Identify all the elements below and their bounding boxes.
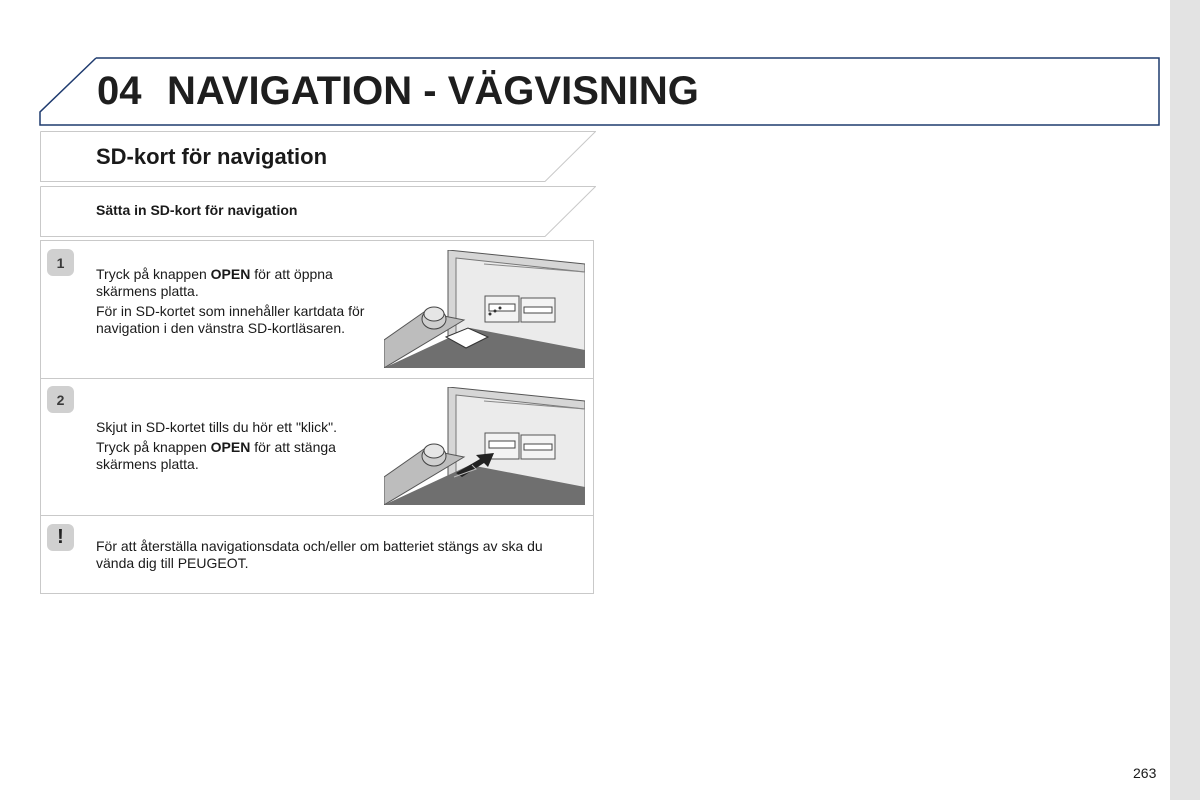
chapter-title [97,66,699,116]
open-button-label: OPEN [210,266,251,282]
sd-card-push-illustration [384,387,585,505]
step-2-badge: 2 [47,386,74,413]
chapter-name: NAVIGATION - VÄGVISNING [167,69,699,113]
step-1-text-part: Tryck på knappen [96,266,211,282]
exclamation-icon: ! [47,524,74,551]
sd-card-insert-illustration [384,250,585,368]
step-2-text [96,419,388,476]
step-2-text-part: för att stänga skärmens platta. [96,439,336,472]
subsection-title: Sätta in SD-kort för navigation [96,202,298,218]
step-1-paragraph-1 [96,266,388,300]
step-divider [41,378,594,379]
step-1-badge: 1 [47,249,74,276]
step-1-text [96,266,388,340]
open-button-label: OPEN [210,439,251,455]
chapter-number: 04 [97,69,142,113]
section-title: SD-kort för navigation [96,144,328,169]
step-2-paragraph-2 [96,439,388,473]
step-1-paragraph-2: För in SD-kortet som innehåller kartdata för navigation i den vänstra SD-kortläsaren. [96,303,365,336]
step-divider [41,515,594,516]
warning-text: För att återställa navigationsdata och/eller om batteriet stängs av ska du vända dig till PEUGEOT. [96,538,543,571]
step-2-text-part: Tryck på knappen [96,439,211,455]
step-2-paragraph-1: Skjut in SD-kortet tills du hör ett "klick". [96,419,338,435]
page-number: 263 [1133,765,1157,781]
step-1-text-part: för att öppna skärmens platta. [96,266,333,299]
